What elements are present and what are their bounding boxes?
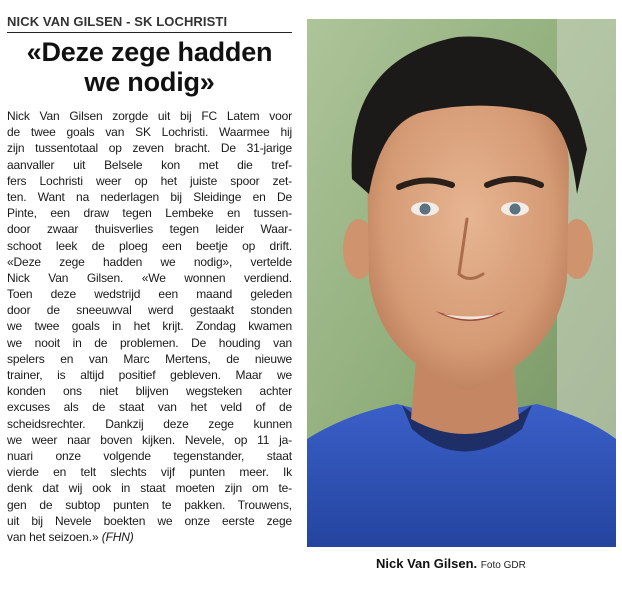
body-line: de twee goals van SK Lochristi. Waarmee hij [7,125,292,140]
headline-line: «Deze zege hadden [26,37,273,67]
article-body [7,108,292,545]
body-last-line [7,529,292,545]
body-line: scheidsrechter. Dankzij deze zege kunnen [7,416,292,431]
body-line: uit bij Nevele boekten we onze eerste zege [7,513,292,528]
article-headline [7,37,292,97]
body-line: nuari onze volgende tegenstander, staat [7,448,292,463]
body-line: aanvaller uit Belsele kon met die tref- [7,157,292,172]
article-byline: (FHN) [101,529,134,544]
body-line: ten. Want na nederlagen bij Sleidinge en De [7,189,292,204]
body-line: we twee goals in het krijt. Zondag kwamen [7,319,292,334]
body-line: Pinte, een draw tegen Lembeke en tussen- [7,206,292,221]
body-line: we nooit in de problemen. De houding van [7,335,292,350]
body-line: fers Lochristi weer op het juiste spoor zet- [7,173,292,188]
headline-line: we nodig» [84,67,215,97]
right-iris [510,204,521,215]
body-line: Nick Van Gilsen zorgde uit bij FC Latem voor [7,109,292,123]
body-line: door zwaar thuisverlies tegen leider Waar- [7,222,292,237]
body-line: zijn tussentotaal op zeven bracht. De 31-jarige [7,141,292,156]
body-line: spelers en van Marc Mertens, de nieuwe [7,351,292,366]
left-iris [420,204,431,215]
body-last-text: van het seizoen.» [7,529,99,544]
body-line: gen de subtop punten te pakken. Trouwens, [7,497,292,512]
body-line: schoot leek de ploeg een beetje op drift. [7,238,292,253]
body-line: «Deze zege hadden we nodig», vertelde [7,254,292,269]
body-line: denk dat wij ook in staat moeten zijn om te- [7,481,292,496]
body-line: we weer naar boven kijken. Nevele, op 11 ja- [7,432,292,447]
body-line: Nick Van Gilsen. «We wonnen verdiend. [7,270,292,285]
photo-caption [376,556,606,571]
caption-credit: Foto GDR [480,560,526,571]
body-line: konden ons niet blijven wegsteken achter [7,384,292,399]
caption-name: Nick Van Gilsen. [376,556,478,571]
body-line: door de sneeuwval werd gestaakt stonden [7,303,292,318]
body-line: trainer, is altijd positief gebleven. Maar we [7,368,292,382]
body-line: excuses als de staat van het veld of de [7,400,292,415]
article-kicker: NICK VAN GILSEN - SK LOCHRISTI [7,14,292,33]
body-line: Toen deze wedstrijd een maand geleden [7,287,292,302]
portrait-photo [307,19,616,547]
body-line: vierde en telt slechts vijf punten meer. Ik [7,465,292,480]
portrait-illustration [307,19,616,547]
